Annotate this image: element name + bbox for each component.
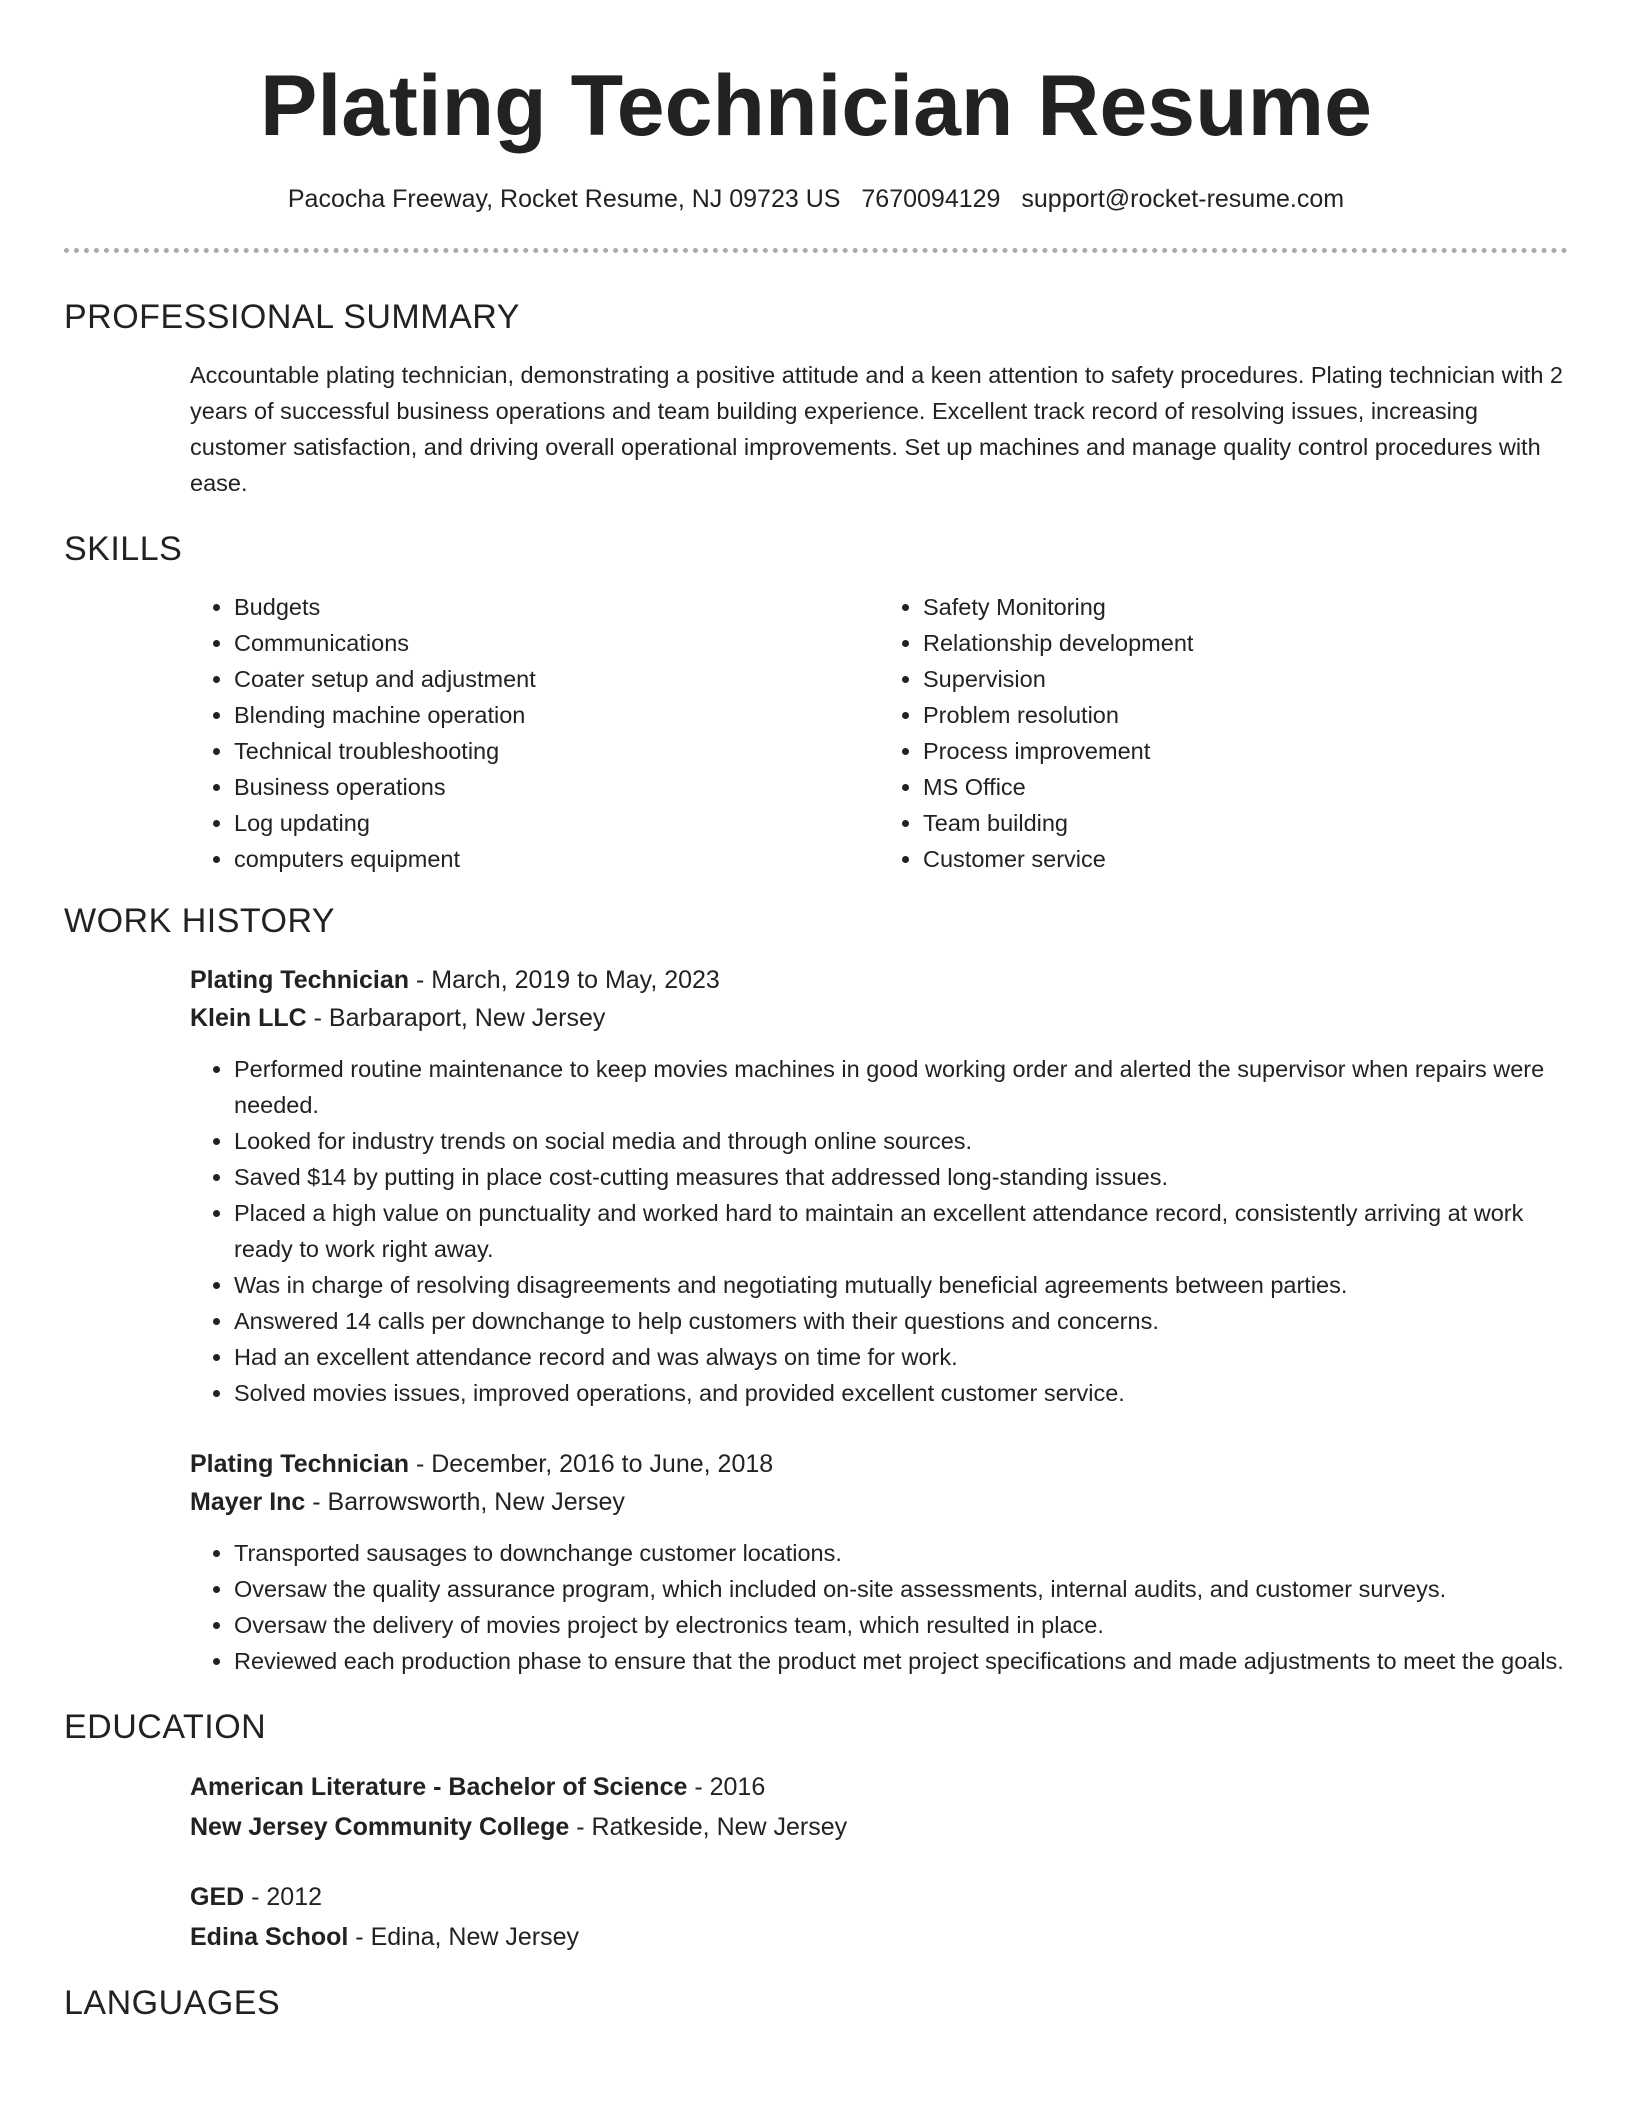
header-divider xyxy=(64,248,1568,253)
skills-grid xyxy=(190,589,1568,877)
skills-right-column xyxy=(879,589,1568,877)
education-degree: American Literature - Bachelor of Science xyxy=(190,1773,688,1801)
languages-section xyxy=(64,1981,1568,2025)
job-bullet: • Looked for industry trends on social media and through online sources. xyxy=(234,1123,1568,1159)
skill-item: • Business operations xyxy=(234,769,879,805)
job-company: Klein LLC xyxy=(190,1004,307,1032)
summary-heading: PROFESSIONAL SUMMARY xyxy=(64,298,520,336)
education-degree-line xyxy=(190,1877,1568,1917)
email-text: support@rocket-resume.com xyxy=(1021,185,1345,213)
phone-text: 7670094129 xyxy=(861,185,1001,213)
job-bullet: • Oversaw the delivery of movies project by electronics team, which resulted in place. xyxy=(234,1607,1568,1643)
skill-item: • MS Office xyxy=(923,769,1568,805)
skill-item: • Customer service xyxy=(923,841,1568,877)
job-bullet: • Performed routine maintenance to keep movies machines in good working order and alerted the supervisor when repairs were needed. xyxy=(234,1051,1568,1123)
languages-heading: LANGUAGES xyxy=(64,1984,281,2022)
contact-line xyxy=(0,182,1632,216)
education-location: - Ratkeside, New Jersey xyxy=(569,1813,848,1841)
job-role-line xyxy=(190,961,1568,999)
job-entry xyxy=(190,1445,1568,1679)
skill-item: • Blending machine operation xyxy=(234,697,879,733)
job-location: - Barbaraport, New Jersey xyxy=(306,1004,606,1032)
skill-item: • Process improvement xyxy=(923,733,1568,769)
job-company: Mayer Inc xyxy=(190,1488,306,1516)
job-entry xyxy=(190,961,1568,1411)
job-company-line xyxy=(190,999,1568,1037)
skill-item: • Budgets xyxy=(234,589,879,625)
job-bullet: • Transported sausages to downchange customer locations. xyxy=(234,1535,1568,1571)
education-entry xyxy=(190,1767,1568,1847)
job-role-line xyxy=(190,1445,1568,1483)
education-entry xyxy=(190,1877,1568,1957)
job-role: Plating Technician xyxy=(190,1450,410,1478)
skills-left-column xyxy=(190,589,879,877)
job-bullet: • Reviewed each production phase to ensure that the product met project specifications and made adjustments to meet the goals. xyxy=(234,1643,1568,1679)
skill-item: • Coater setup and adjustment xyxy=(234,661,879,697)
job-dates: - December, 2016 to June, 2018 xyxy=(409,1450,774,1478)
skills-section xyxy=(64,527,1568,877)
job-bullet: • Answered 14 calls per downchange to help customers with their questions and concerns. xyxy=(234,1303,1568,1339)
education-heading: EDUCATION xyxy=(64,1708,267,1746)
skill-item: • Technical troubleshooting xyxy=(234,733,879,769)
skill-item: • computers equipment xyxy=(234,841,879,877)
job-bullets xyxy=(190,1535,1568,1679)
education-school: New Jersey Community College xyxy=(190,1813,570,1841)
skill-item: • Supervision xyxy=(923,661,1568,697)
job-bullet: • Placed a high value on punctuality and worked hard to maintain an excellent attendance record, consistently arriving at work ready to work right away. xyxy=(234,1195,1568,1267)
education-school: Edina School xyxy=(190,1923,349,1951)
education-school-line xyxy=(190,1917,1568,1957)
job-bullet: • Saved $14 by putting in place cost-cutting measures that addressed long-standing issues. xyxy=(234,1159,1568,1195)
address-text: Pacocha Freeway, Rocket Resume, NJ 09723 US xyxy=(287,185,841,213)
skills-heading: SKILLS xyxy=(64,530,183,568)
job-bullet: • Was in charge of resolving disagreements and negotiating mutually beneficial agreements between parties. xyxy=(234,1267,1568,1303)
job-dates: - March, 2019 to May, 2023 xyxy=(409,966,720,994)
job-company-line xyxy=(190,1483,1568,1521)
skill-item: • Safety Monitoring xyxy=(923,589,1568,625)
summary-text: Accountable plating technician, demonstrating a positive attitude and a keen attention to safety procedures. Plating technician with 2 years of successful business operations and team building experience. Excellent track record of resolving issues, increasing customer satisfaction, and driving overall operational improvements. Set up machines and manage quality control procedures with ease. xyxy=(190,362,1564,496)
page-title: Plating Technician Resume xyxy=(260,58,1372,154)
education-year: - 2016 xyxy=(687,1773,766,1801)
job-bullet: • Oversaw the quality assurance program, which included on-site assessments, internal audits, and customer surveys. xyxy=(234,1571,1568,1607)
education-school-line xyxy=(190,1807,1568,1847)
education-degree: GED xyxy=(190,1883,245,1911)
skill-item: • Relationship development xyxy=(923,625,1568,661)
summary-section xyxy=(64,295,1568,501)
job-bullet: • Had an excellent attendance record and was always on time for work. xyxy=(234,1339,1568,1375)
job-role: Plating Technician xyxy=(190,966,410,994)
education-section xyxy=(64,1705,1568,1957)
job-bullet: • Solved movies issues, improved operations, and provided excellent customer service. xyxy=(234,1375,1568,1411)
skill-item: • Team building xyxy=(923,805,1568,841)
skill-item: • Communications xyxy=(234,625,879,661)
work-history-heading: WORK HISTORY xyxy=(64,902,336,940)
resume-header xyxy=(0,0,1632,216)
education-degree-line xyxy=(190,1767,1568,1807)
work-history-section xyxy=(64,899,1568,1679)
education-year: - 2012 xyxy=(244,1883,323,1911)
job-bullets xyxy=(190,1051,1568,1411)
education-location: - Edina, New Jersey xyxy=(348,1923,579,1951)
job-location: - Barrowsworth, New Jersey xyxy=(305,1488,625,1516)
skill-item: • Log updating xyxy=(234,805,879,841)
skill-item: • Problem resolution xyxy=(923,697,1568,733)
